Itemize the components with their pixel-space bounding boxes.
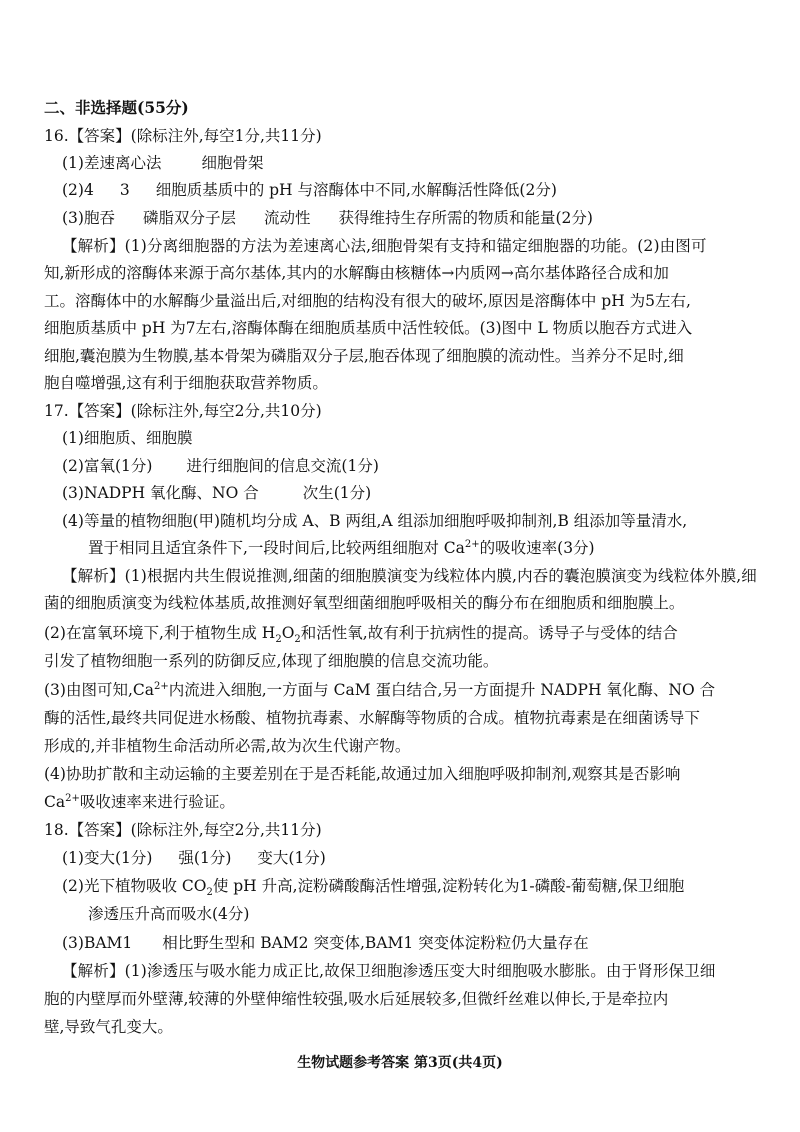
q17-a2-b: 进行细胞间的信息交流(1分) bbox=[186, 457, 379, 475]
q17-explanation-line: 菌的细胞质演变为线粒体基质,故推测好氧型细菌细胞呼吸相关的酶分布在细胞质和细胞膜上。 bbox=[44, 594, 685, 612]
text-run: Ca bbox=[44, 793, 66, 811]
text-run: 和活性氧,故有利于抗病性的提高。诱导子与受体的结合 bbox=[300, 624, 678, 642]
subscript: 2 bbox=[294, 634, 301, 646]
text-run: 置于相同且适宜条件下,一段时间后,比较两组细胞对 Ca bbox=[88, 539, 465, 557]
superscript: 2+ bbox=[464, 538, 480, 550]
q16-explanation-line: 工。溶酶体中的水解酶少量溢出后,对细胞的结构没有很大的破坏,原因是溶酶体中 pH 为5左右, bbox=[44, 292, 691, 310]
q18-a1-label: (1)变大(1分) bbox=[62, 849, 153, 867]
q17-answer-1: (1)细胞质、细胞膜 bbox=[62, 429, 193, 447]
text-run: 的吸收速率(3分) bbox=[479, 539, 595, 557]
q18-heading: 18.【答案】(除标注外,每空2分,共11分) bbox=[44, 821, 322, 839]
text-run: (3)由图可知,Ca bbox=[44, 681, 154, 699]
q16-answer-3 bbox=[62, 208, 593, 228]
section-title: 二、非选择题(55分) bbox=[44, 98, 189, 117]
q16-a1-b: 细胞骨架 bbox=[201, 154, 264, 172]
q18-a3-b: 相比野生型和 BAM2 突变体,BAM1 突变体淀粉粒仍大量存在 bbox=[162, 934, 589, 952]
q17-explanation-line: 【解析】(1)根据内共生假说推测,细菌的细胞膜演变为线粒体内膜,内吞的囊泡膜演变为线粒体外膜,细 bbox=[62, 567, 757, 585]
text-run: 使 pH 升高,淀粉磷酸酶活性增强,淀粉转化为1-磷酸-葡萄糖,保卫细胞 bbox=[212, 877, 685, 895]
q18-a1-c: 变大(1分) bbox=[257, 849, 326, 867]
q16-a3-label: (3)胞吞 bbox=[62, 209, 115, 227]
q16-answer-1 bbox=[62, 153, 263, 173]
q17-answer-3 bbox=[62, 483, 371, 503]
subscript: 2 bbox=[275, 634, 282, 646]
q18-answer-2-cont: 渗透压升高而吸水(4分) bbox=[88, 905, 250, 923]
q18-answer-1 bbox=[62, 848, 326, 868]
superscript: 2+ bbox=[153, 680, 169, 692]
q17-explanation-line: (4)协助扩散和主动运输的主要差别在于是否耗能,故通过加入细胞呼吸抑制剂,观察其是否影响 bbox=[44, 765, 681, 783]
text-run: O bbox=[281, 624, 295, 642]
q16-a2-label: (2)4 bbox=[62, 181, 94, 199]
q18-answer-3 bbox=[62, 933, 589, 953]
superscript: 2+ bbox=[65, 792, 80, 804]
q17-answer-2 bbox=[62, 456, 379, 476]
q16-explanation-line: 细胞,囊泡膜为生物膜,基本骨架为磷脂双分子层,胞吞体现了细胞膜的流动性。当养分不足时,细 bbox=[44, 347, 684, 365]
q18-answer-2 bbox=[62, 876, 685, 899]
q17-explanation-line bbox=[44, 623, 678, 646]
page-footer: 生物试题参考答案 第3页(共4页) bbox=[297, 1055, 503, 1071]
q16-a3-d: 获得维持生存所需的物质和能量(2分) bbox=[338, 209, 593, 227]
q16-answer-2 bbox=[62, 180, 557, 200]
subscript: 2 bbox=[206, 887, 213, 899]
text-run: (2)在富氧环境下,利于植物生成 H bbox=[44, 624, 276, 642]
q16-a2-b: 3 bbox=[119, 181, 130, 199]
q18-a3-label: (3)BAM1 bbox=[62, 934, 133, 952]
q17-explanation-line bbox=[44, 792, 235, 812]
q16-explanation-line: 【解析】(1)分离细胞器的方法为差速离心法,细胞骨架有支持和锚定细胞器的功能。(2)由图可 bbox=[62, 237, 707, 255]
q17-answer-4-cont bbox=[88, 538, 595, 558]
q17-explanation-line: 引发了植物细胞一系列的防御反应,体现了细胞膜的信息交流功能。 bbox=[44, 652, 499, 670]
q17-heading: 17.【答案】(除标注外,每空2分,共10分) bbox=[44, 402, 322, 420]
q18-explanation-line: 胞的内壁厚而外壁薄,较薄的外壁伸缩性较强,吸水后延展较多,但微纤丝难以伸长,于是牵拉内 bbox=[44, 990, 669, 1008]
q17-a2-label: (2)富氧(1分) bbox=[62, 457, 153, 475]
q16-a3-c: 流动性 bbox=[263, 209, 311, 227]
q18-explanation-line: 壁,导致气孔变大。 bbox=[44, 1018, 173, 1036]
q16-explanation-line: 细胞质基质中 pH 为7左右,溶酶体酶在细胞质基质中活性较低。(3)图中 L 物质以胞吞方式进入 bbox=[44, 319, 693, 337]
q16-a3-b: 磷脂双分子层 bbox=[142, 209, 236, 227]
q16-a1-label: (1)差速离心法 bbox=[62, 154, 162, 172]
q18-explanation-line: 【解析】(1)渗透压与吸水能力成正比,故保卫细胞渗透压变大时细胞吸水膨胀。由于肾形保卫细 bbox=[62, 962, 716, 980]
text-run: 内流进入细胞,一方面与 CaM 蛋白结合,另一方面提升 NADPH 氧化酶、NO 合 bbox=[168, 681, 716, 699]
q17-explanation-line: 酶的活性,最终共同促进水杨酸、植物抗毒素、水解酶等物质的合成。植物抗毒素是在细菌诱导下 bbox=[44, 709, 700, 727]
q17-explanation-line bbox=[44, 680, 715, 700]
q18-a1-b: 强(1分) bbox=[178, 849, 232, 867]
q17-a3-b: 次生(1分) bbox=[302, 484, 372, 502]
q16-heading: 16.【答案】(除标注外,每空1分,共11分) bbox=[44, 127, 322, 145]
q17-a3-label: (3)NADPH 氧化酶、NO 合 bbox=[62, 484, 259, 502]
text-run: 吸收速率来进行验证。 bbox=[79, 793, 235, 811]
q16-explanation-line: 知,新形成的溶酶体来源于高尔基体,其内的水解酶由核糖体→内质网→高尔基体路径合成和加 bbox=[44, 264, 669, 282]
q16-a2-c: 细胞质基质中的 pH 与溶酶体中不同,水解酶活性降低(2分) bbox=[155, 181, 557, 199]
text-run: (2)光下植物吸收 CO bbox=[62, 877, 207, 895]
q17-answer-4: (4)等量的植物细胞(甲)随机均分成 A、B 两组,A 组添加细胞呼吸抑制剂,B 组添加等量清水, bbox=[62, 512, 688, 530]
q17-explanation-line: 形成的,并非植物生命活动所必需,故为次生代谢产物。 bbox=[44, 737, 411, 755]
q16-explanation-line: 胞自噬增强,这有利于细胞获取营养物质。 bbox=[44, 374, 328, 392]
